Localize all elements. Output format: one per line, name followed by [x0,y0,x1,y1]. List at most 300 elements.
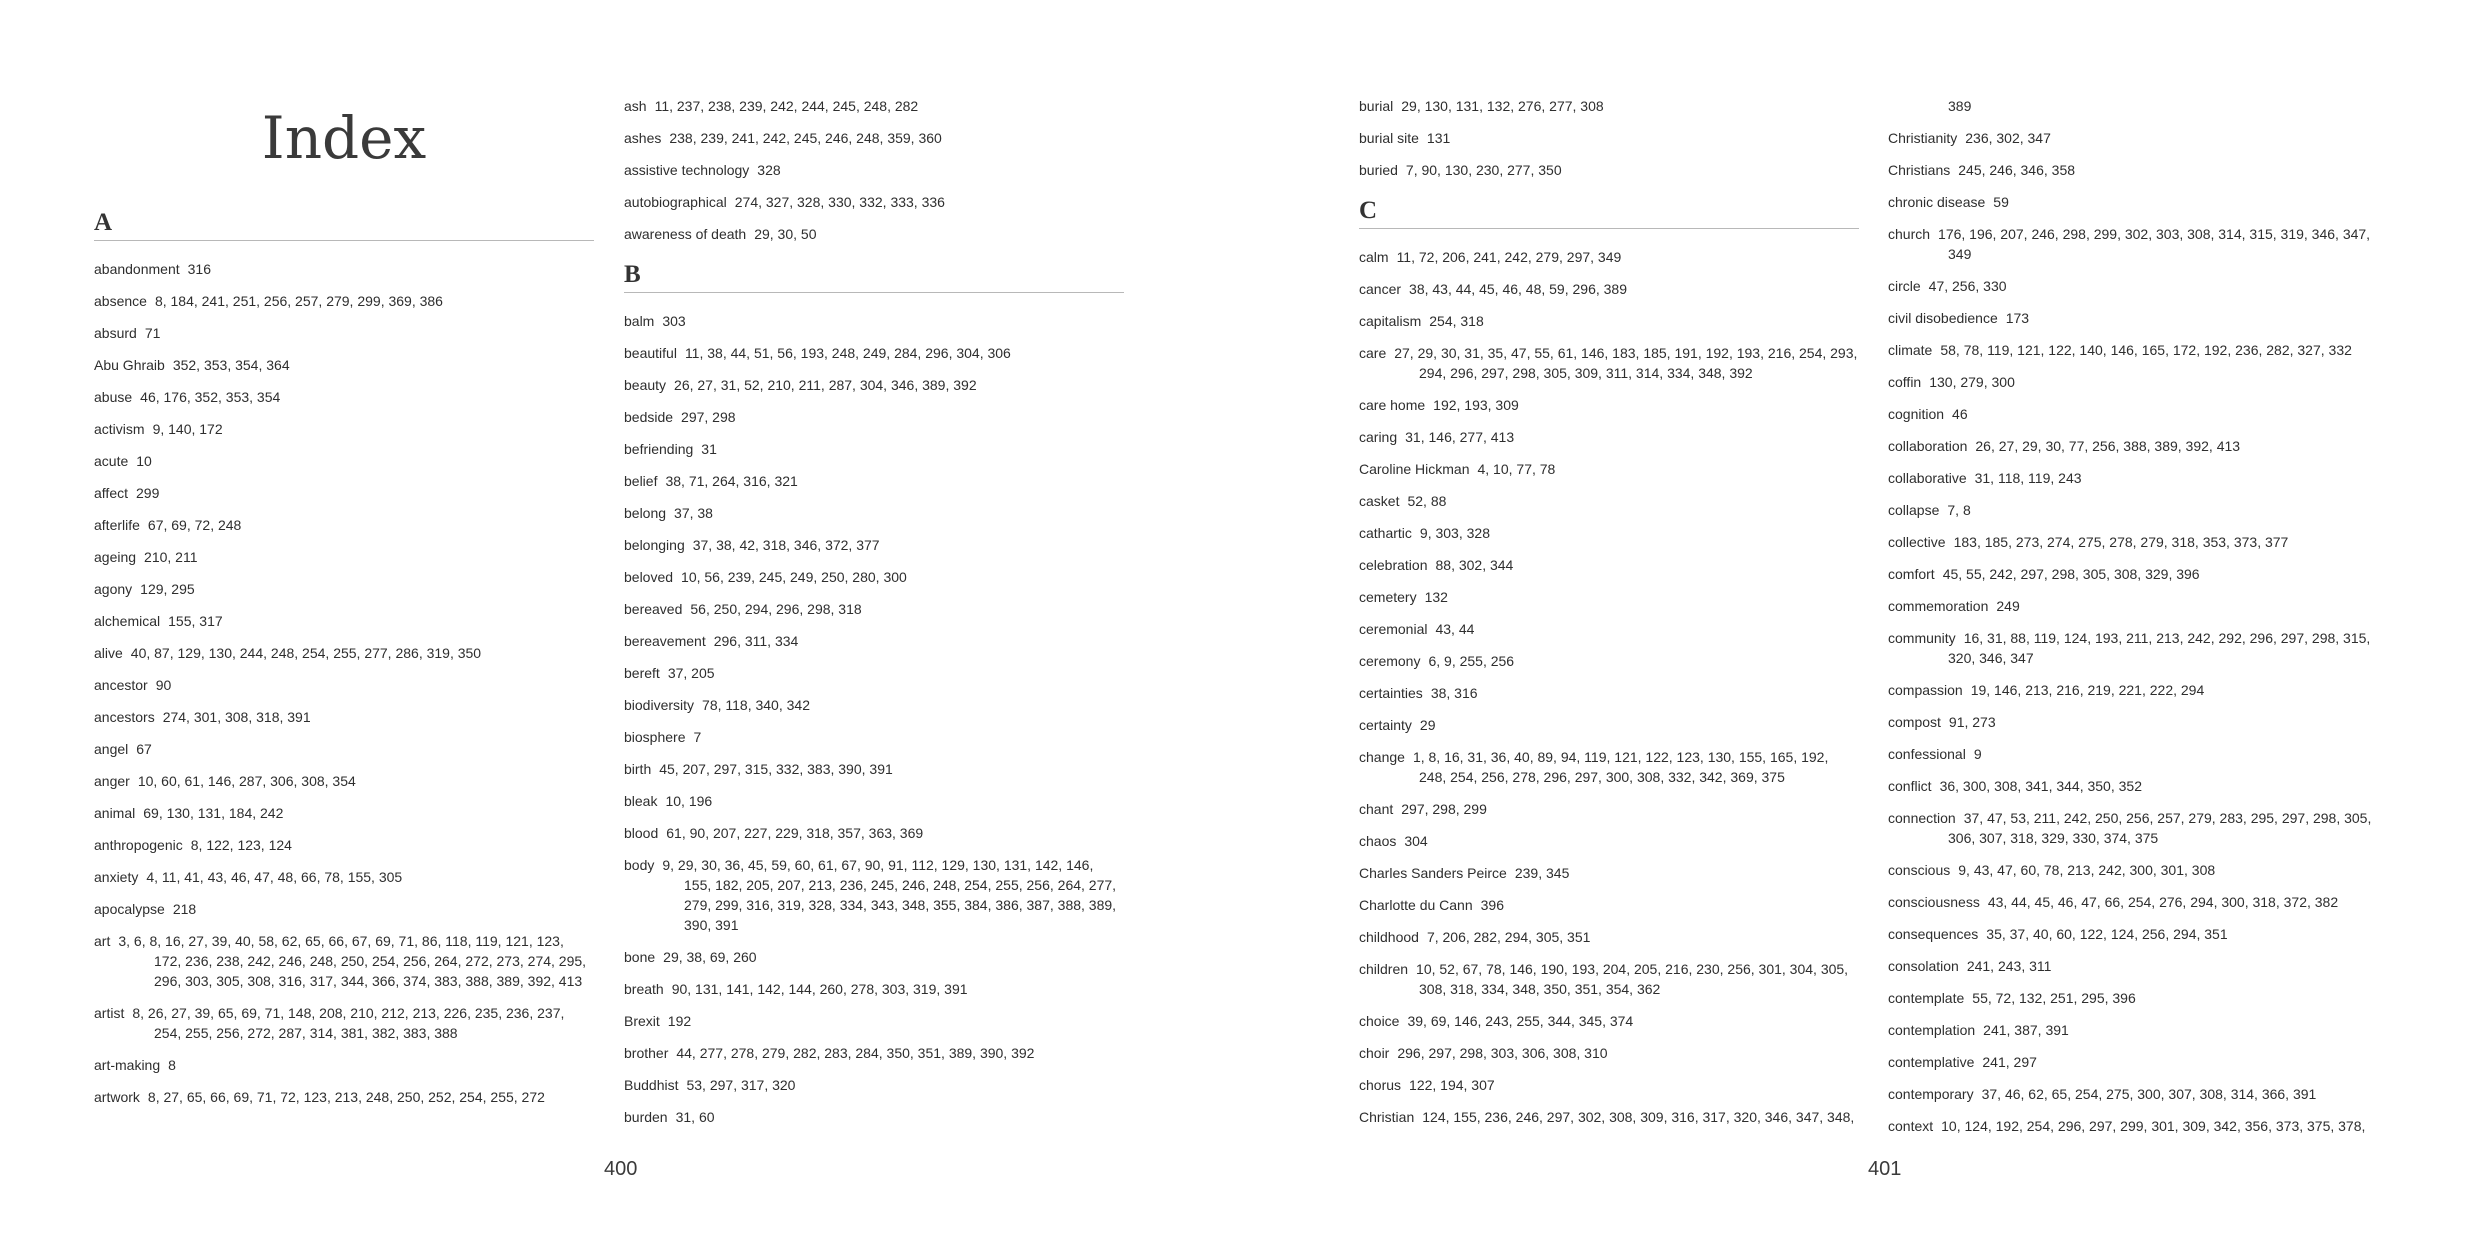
index-column-1 [94,200,594,1119]
index-term: certainties [1359,685,1423,701]
index-entry [94,451,594,471]
page-references: 192, 193, 309 [1433,397,1519,413]
page-references: 19, 146, 213, 216, 219, 221, 222, 294 [1970,682,2205,698]
index-term: burden [624,1109,668,1125]
page-references: 29, 130, 131, 132, 276, 277, 308 [1401,98,1604,114]
index-term: ancestors [94,709,155,725]
page-references: 31, 146, 277, 413 [1405,429,1515,445]
page-references: 11, 38, 44, 51, 56, 193, 248, 249, 284, 296, 304, 306 [684,345,1011,361]
page-references: 274, 327, 328, 330, 332, 333, 336 [734,194,945,210]
index-entry [1888,808,2388,848]
index-entry [624,224,1124,244]
index-entry [1888,372,2388,392]
index-entry [624,979,1124,999]
page-references: 37, 38 [674,505,713,521]
index-entry [94,739,594,759]
page-references: 44, 277, 278, 279, 282, 283, 284, 350, 351, 389, 390, 392 [676,1045,1035,1061]
page-references: 46 [1952,406,1968,422]
index-term: choice [1359,1013,1400,1029]
index-term: Caroline Hickman [1359,461,1470,477]
index-term: absurd [94,325,137,341]
index-term: Christians [1888,162,1951,178]
index-entry [624,192,1124,212]
index-entry [1888,988,2388,1008]
index-term: bedside [624,409,674,425]
page-references: 35, 37, 40, 60, 122, 124, 256, 294, 351 [1986,926,2228,942]
index-entry [624,855,1124,935]
index-term: bleak [624,793,658,809]
page-references: 249 [1996,598,2020,614]
index-term: buried [1359,162,1398,178]
page-references: 91, 273 [1948,714,1996,730]
page-references: 352, 353, 354, 364 [172,357,290,373]
index-column-2 [624,96,1124,1139]
index-entry [1888,1116,2388,1136]
page-references: 274, 301, 308, 318, 391 [162,709,311,725]
index-entry [1359,895,1859,915]
index-term: cemetery [1359,589,1417,605]
index-entry [624,343,1124,363]
index-entry [1888,956,2388,976]
index-entry [1888,892,2388,912]
page-references: 4, 10, 77, 78 [1477,461,1556,477]
index-term: bereaved [624,601,683,617]
index-entry [1359,587,1859,607]
page-references: 31 [701,441,717,457]
index-entry [94,771,594,791]
index-entry [94,643,594,663]
index-term: blood [624,825,659,841]
index-entry [1888,436,2388,456]
index-term: afterlife [94,517,140,533]
index-entry [1359,427,1859,447]
page-references: 36, 300, 308, 341, 344, 350, 352 [1939,778,2142,794]
page-references: 396 [1480,897,1504,913]
page-references: 218 [172,901,197,917]
index-entry [624,471,1124,491]
page-references: 52, 88 [1407,493,1447,509]
index-term: care home [1359,397,1426,413]
page-references: 10, 56, 239, 245, 249, 250, 280, 300 [681,569,907,585]
page-references: 10, 196 [665,793,713,809]
section-letter: B [624,256,1124,293]
index-term: cathartic [1359,525,1412,541]
index-term: consequences [1888,926,1979,942]
index-term: Charles Sanders Peirce [1359,865,1507,881]
index-entry [1888,924,2388,944]
index-entry [94,899,594,919]
index-entry [624,1075,1124,1095]
index-entry [1359,128,1859,148]
page-references: 7, 90, 130, 230, 277, 350 [1405,162,1562,178]
index-entry [1359,555,1859,575]
index-term: church [1888,226,1931,242]
page-references: 26, 27, 31, 52, 210, 211, 287, 304, 346, 389, 392 [674,377,977,393]
index-entry [1888,224,2388,264]
index-term: consolation [1888,958,1959,974]
page-references: 8, 122, 123, 124 [190,837,292,853]
page-number-left: 400 [604,1158,638,1180]
index-term: bereft [624,665,660,681]
index-entry [94,259,594,279]
index-term: caring [1359,429,1398,445]
page-references: 192 [667,1013,692,1029]
index-entry [1359,459,1859,479]
index-entry [1888,1020,2388,1040]
index-entry [624,631,1124,651]
index-term: autobiographical [624,194,727,210]
index-entry [1888,500,2388,520]
index-entry [624,1011,1124,1031]
index-term: civil disobedience [1888,310,1998,326]
index-entry [1359,247,1859,267]
page-references: 16, 31, 88, 119, 124, 193, 211, 213, 242, 292, 296, 297, 298, 315, 320, 346, 347 [1948,630,2371,666]
index-entry [1888,308,2388,328]
page-references: 43, 44 [1435,621,1475,637]
index-entry [94,355,594,375]
index-term: anger [94,773,130,789]
page-references: 303 [662,313,686,329]
page-references: 37, 38, 42, 318, 346, 372, 377 [692,537,880,553]
index-term: birth [624,761,652,777]
page-references: 27, 29, 30, 31, 35, 47, 55, 61, 146, 183, 185, 191, 192, 193, 216, 254, 293, 294, 296, 297, 298, 305, 309, 311, 314, 334, 348, 392 [1394,345,1858,381]
index-column-4 [1888,96,2388,1148]
index-term: alchemical [94,613,161,629]
index-entry [94,1003,594,1043]
index-term: alive [94,645,123,661]
index-term: care [1359,345,1387,361]
index-term: confessional [1888,746,1966,762]
index-term: chaos [1359,833,1397,849]
index-term: apocalypse [94,901,165,917]
page-references: 58, 78, 119, 121, 122, 140, 146, 165, 172, 192, 236, 282, 327, 332 [1940,342,2352,358]
index-entry [1359,683,1859,703]
index-term: activism [94,421,145,437]
index-term: bone [624,949,656,965]
index-entry [624,1107,1124,1127]
page-references: 1, 8, 16, 31, 36, 40, 89, 94, 119, 121, 122, 123, 130, 155, 165, 192, 248, 254, 256, 278, 296, 297, 300, 308, 332, 342, 369, 375 [1412,749,1829,785]
page-title: Index [261,104,427,172]
index-entry [94,323,594,343]
index-entry [1359,279,1859,299]
index-term: breath [624,981,664,997]
index-entry [1888,128,2388,148]
page-references: 129, 295 [140,581,195,597]
index-entry [624,695,1124,715]
page-references: 297, 298 [681,409,736,425]
index-term: Christianity [1888,130,1958,146]
index-term: acute [94,453,129,469]
page-references: 9, 140, 172 [152,421,223,437]
index-term: ageing [94,549,137,565]
index-entry [624,407,1124,427]
index-entry [1359,799,1859,819]
index-term: chronic disease [1888,194,1986,210]
section-letter: C [1359,192,1859,229]
index-term: coffin [1888,374,1922,390]
index-entry [1888,1052,2388,1072]
index-entry [1359,491,1859,511]
page-references: 6, 9, 255, 256 [1428,653,1515,669]
index-entry [624,759,1124,779]
page-references: 90, 131, 141, 142, 144, 260, 278, 303, 319, 391 [671,981,968,997]
index-term: belonging [624,537,685,553]
page-references: 29 [1419,717,1436,733]
page-references: 296, 297, 298, 303, 306, 308, 310 [1397,1045,1608,1061]
index-entry [1359,96,1859,116]
index-term: ash [624,98,647,114]
page-references: 210, 211 [144,549,198,565]
page-references: 10, 124, 192, 254, 296, 297, 299, 301, 309, 342, 356, 373, 375, 378, [1941,1118,2366,1134]
index-term: change [1359,749,1405,765]
index-term: children [1359,961,1409,977]
page-references: 31, 60 [675,1109,715,1125]
page-references: 238, 239, 241, 242, 245, 246, 248, 359, 360 [669,130,942,146]
page-references: 56, 250, 294, 296, 298, 318 [690,601,862,617]
index-column-3 [1359,96,1859,1139]
index-term: collective [1888,534,1946,550]
page-references: 304 [1404,833,1428,849]
index-term: burial [1359,98,1394,114]
page-references: 4, 11, 41, 43, 46, 47, 48, 66, 78, 155, 305 [146,869,403,885]
index-term: contemplate [1888,990,1965,1006]
page-references: 10, 60, 61, 146, 287, 306, 308, 354 [137,773,356,789]
index-entry-continuation: 389 [1948,98,1972,114]
index-term: contemporary [1888,1086,1974,1102]
index-term: certainty [1359,717,1412,733]
page-references: 131 [1426,130,1451,146]
page-references: 8, 27, 65, 66, 69, 71, 72, 123, 213, 248, 250, 252, 254, 255, 272 [147,1089,545,1105]
index-term: art [94,933,111,949]
page-number-right: 401 [1868,1158,1902,1180]
page-references: 7 [693,729,702,745]
page-references: 40, 87, 129, 130, 244, 248, 254, 255, 277, 286, 319, 350 [130,645,482,661]
index-entry [624,1043,1124,1063]
index-term: abandonment [94,261,180,277]
index-term: circle [1888,278,1921,294]
page-references: 8 [168,1057,176,1073]
index-entry [1888,192,2388,212]
index-term: ceremony [1359,653,1421,669]
index-term: connection [1888,810,1956,826]
index-term: conscious [1888,862,1951,878]
index-entry [624,663,1124,683]
index-entry [1359,1043,1859,1063]
page-references: 37, 46, 62, 65, 254, 275, 300, 307, 308, 314, 366, 391 [1981,1086,2317,1102]
index-entry [624,375,1124,395]
index-term: climate [1888,342,1933,358]
index-term: ashes [624,130,662,146]
page-references: 241, 243, 311 [1966,958,2052,974]
index-term: Buddhist [624,1077,679,1093]
index-entry [624,791,1124,811]
index-term: beautiful [624,345,677,361]
index-term: belief [624,473,658,489]
index-entry [1359,831,1859,851]
page-references: 9, 29, 30, 36, 45, 59, 60, 61, 67, 90, 91, 112, 129, 130, 131, 142, 146, 155, 182, 205, 207, 213, 236, 245, 246, 248, 254, 255, 256, 264, 277, 279, 299, 316, 319, 328, 334, 343, 348, 355, 384, 386, 387, 388, 389, 390, 391 [662,857,1117,933]
page-references: 239, 345 [1514,865,1570,881]
index-term: assistive technology [624,162,750,178]
index-term: capitalism [1359,313,1422,329]
index-entry [1888,564,2388,584]
page-references: 10, 52, 67, 78, 146, 190, 193, 204, 205, 216, 230, 256, 301, 304, 305, 308, 318, 334, 348, 350, 351, 354, 362 [1416,961,1849,997]
index-term: angel [94,741,129,757]
index-term: brother [624,1045,669,1061]
index-term: awareness of death [624,226,747,242]
page-references: 45, 55, 242, 297, 298, 305, 308, 329, 396 [1942,566,2200,582]
index-entry [94,835,594,855]
index-entry [1359,619,1859,639]
index-term: belong [624,505,667,521]
index-entry [1888,744,2388,764]
index-entry [624,311,1124,331]
page-references: 11, 237, 238, 239, 242, 244, 245, 248, 282 [654,98,919,114]
page-references: 61, 90, 207, 227, 229, 318, 357, 363, 369 [666,825,924,841]
page-references: 67 [136,741,152,757]
index-term: context [1888,1118,1934,1134]
index-entry [1359,1107,1859,1127]
page-references: 46, 176, 352, 353, 354 [140,389,281,405]
index-term: compassion [1888,682,1963,698]
index-entry [94,515,594,535]
index-term: Abu Ghraib [94,357,165,373]
index-term: community [1888,630,1956,646]
index-entry [1359,160,1859,180]
index-term: choir [1359,1045,1390,1061]
index-entry [624,439,1124,459]
index-term: absence [94,293,147,309]
index-term: calm [1359,249,1389,265]
index-term: celebration [1359,557,1428,573]
page-references: 3, 6, 8, 16, 27, 39, 40, 58, 62, 65, 66, 67, 69, 71, 86, 118, 119, 121, 123, 172, 236, 238, 242, 246, 248, 250, 254, 256, 264, 272, 273, 274, 295, 296, 303, 305, 308, 316, 317, 344, 366, 374, 383, 388, 389, 392, 413 [118,933,587,989]
index-entry [94,611,594,631]
page-references: 78, 118, 340, 342 [702,697,810,713]
index-entry [94,579,594,599]
page-references: 124, 155, 236, 246, 297, 302, 308, 309, 316, 317, 320, 346, 347, 348, [1422,1109,1855,1125]
page-references: 55, 72, 132, 251, 295, 396 [1972,990,2136,1006]
page-references: 9, 303, 328 [1419,525,1490,541]
index-entry [1359,343,1859,383]
page-references: 296, 311, 334 [713,633,799,649]
index-entry [94,675,594,695]
page-references: 9 [1973,746,1982,762]
index-term: beauty [624,377,667,393]
index-entry [624,535,1124,555]
page-references: 236, 302, 347 [1965,130,2051,146]
index-term: casket [1359,493,1400,509]
index-term: agony [94,581,133,597]
index-entry [624,947,1124,967]
index-term: biodiversity [624,697,695,713]
page-references: 241, 387, 391 [1983,1022,2069,1038]
index-term: compost [1888,714,1941,730]
index-entry [1359,395,1859,415]
index-entry [1888,404,2388,424]
index-term: bereavement [624,633,706,649]
page-references: 43, 44, 45, 46, 47, 66, 254, 276, 294, 300, 318, 372, 382 [1987,894,2339,910]
page-references: 155, 317 [168,613,223,629]
index-entry [94,707,594,727]
page-references: 8, 184, 241, 251, 256, 257, 279, 299, 369, 386 [154,293,443,309]
page-references: 254, 318 [1429,313,1484,329]
index-entry [94,483,594,503]
index-term: conflict [1888,778,1932,794]
index-entry [624,599,1124,619]
index-term: chant [1359,801,1394,817]
page-references: 299 [136,485,160,501]
page-references: 29, 38, 69, 260 [663,949,757,965]
page-references: 183, 185, 273, 274, 275, 278, 279, 318, 353, 373, 377 [1953,534,2289,550]
index-entry [1888,776,2388,796]
index-entry [624,823,1124,843]
index-term: abuse [94,389,133,405]
index-entry [1359,715,1859,735]
page-references: 37, 47, 53, 211, 242, 250, 256, 257, 279, 283, 295, 297, 298, 305, 306, 307, 318, 329, 330, 374, 375 [1948,810,2372,846]
index-entry [1888,160,2388,180]
page-references: 241, 297 [1982,1054,2037,1070]
page-references: 59 [1993,194,2009,210]
index-term: art-making [94,1057,161,1073]
page-references: 47, 256, 330 [1928,278,2007,294]
page-references: 11, 72, 206, 241, 242, 279, 297, 349 [1396,249,1622,265]
index-entry [94,547,594,567]
page-references: 37, 205 [667,665,715,681]
page-references: 328 [757,162,781,178]
page-references: 9, 43, 47, 60, 78, 213, 242, 300, 301, 308 [1958,862,2216,878]
index-entry [624,503,1124,523]
index-term: collaboration [1888,438,1968,454]
index-entry [1888,340,2388,360]
index-entry [1359,1075,1859,1095]
index-entry [624,160,1124,180]
index-entry [1359,959,1859,999]
index-term: cancer [1359,281,1402,297]
page-references: 45, 207, 297, 315, 332, 383, 390, 391 [659,761,893,777]
index-term: biosphere [624,729,686,745]
index-term: cognition [1888,406,1945,422]
index-term: collaborative [1888,470,1967,486]
page-references: 39, 69, 146, 243, 255, 344, 345, 374 [1407,1013,1634,1029]
index-term: affect [94,485,128,501]
index-term: comfort [1888,566,1935,582]
page-references: 88, 302, 344 [1435,557,1514,573]
index-term: Charlotte du Cann [1359,897,1473,913]
index-term: ceremonial [1359,621,1428,637]
index-entry [94,419,594,439]
index-entry [1888,860,2388,880]
page-references: 132 [1424,589,1448,605]
index-term: beloved [624,569,674,585]
index-term: contemplation [1888,1022,1976,1038]
index-entry [94,1055,594,1075]
index-entry [624,96,1124,116]
page-references: 316 [187,261,211,277]
page-references: 67, 69, 72, 248 [147,517,242,533]
page-references: 122, 194, 307 [1409,1077,1495,1093]
index-term: anthropogenic [94,837,183,853]
page-references: 90 [155,677,172,693]
page-references: 29, 30, 50 [754,226,817,242]
index-entry [1359,651,1859,671]
index-entry [94,867,594,887]
index-entry [94,387,594,407]
index-term: collapse [1888,502,1940,518]
page-references: 38, 43, 44, 45, 46, 48, 59, 296, 389 [1409,281,1627,297]
index-term: balm [624,313,655,329]
index-entry [1888,712,2388,732]
index-entry [1888,680,2388,700]
page-references: 38, 71, 264, 316, 321 [665,473,798,489]
